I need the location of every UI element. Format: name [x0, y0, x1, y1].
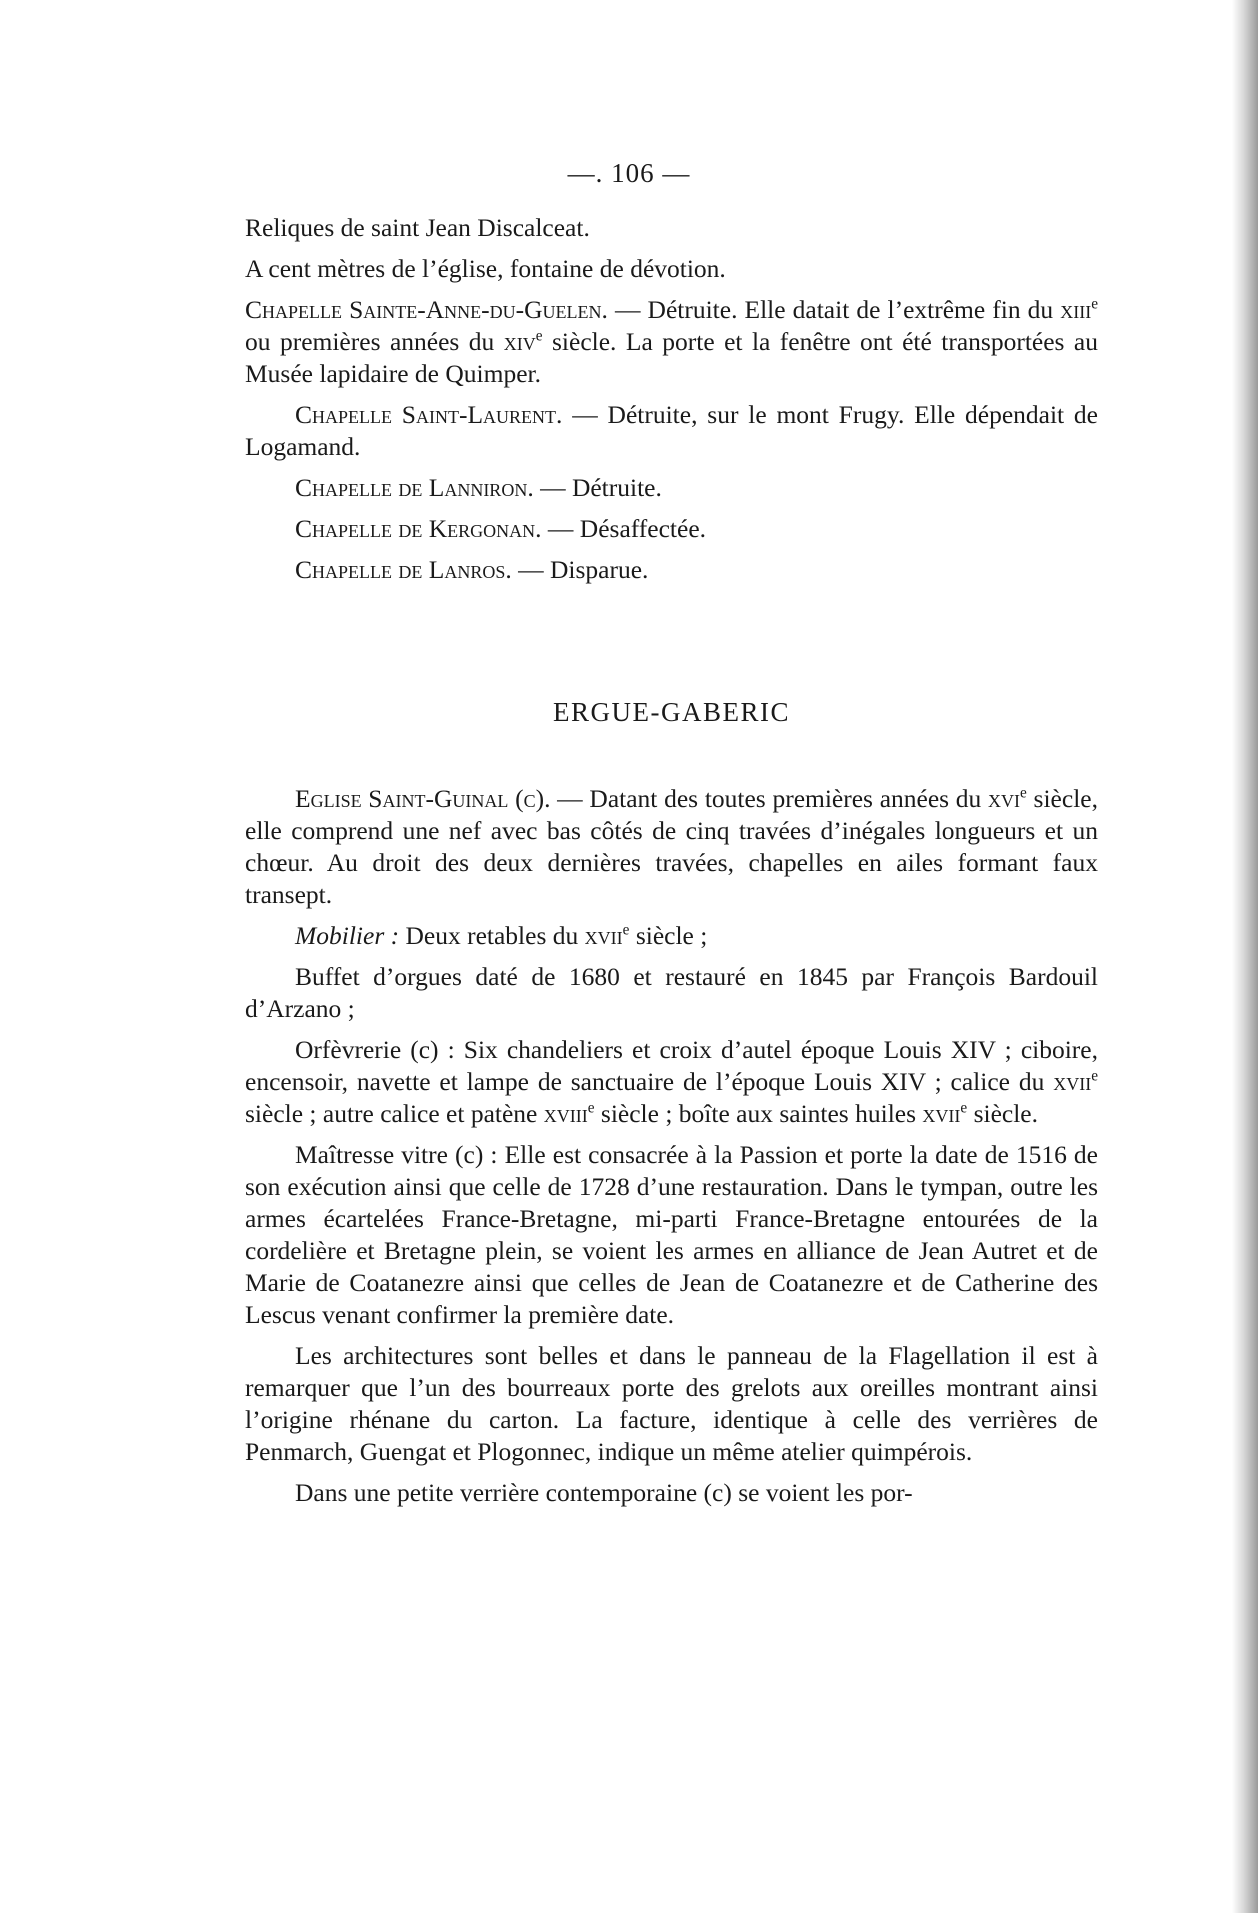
superscript-e: e: [622, 921, 630, 939]
line-reliques: Reliques de saint Jean Discalceat.: [245, 213, 590, 242]
page-number: —. 106 —: [567, 158, 691, 188]
orfevrerie-text-b: siècle ; autre calice et patène: [245, 1099, 544, 1128]
entry-text-lanniron: — Détruite.: [533, 473, 662, 502]
century-xvii: xvii: [584, 921, 623, 950]
paragraph-chapelle-kergonan: [245, 513, 1098, 545]
paragraph-orfevrerie: [245, 1034, 1098, 1130]
entry-text-lanros: — Disparue.: [511, 555, 649, 584]
paragraph-verriere-contemporaine: Dans une petite verrière contemporaine (c) se voient les por-: [295, 1478, 913, 1507]
entry-text-saint-laurent: — Détruite, sur le mont Frugy. Elle dépendait de Logamand.: [245, 400, 1099, 461]
mobilier-text-a: Deux retables du: [399, 921, 585, 950]
paragraph-maitresse-vitre: Maîtresse vitre (c) : Elle est consacrée à la Passion et porte la date de 1516 de son exécution ainsi que celle de 1728 d’une restauration. Dans le tympan, outre les armes écartelées France-Bretagne, mi-parti France-Bretagne entourées de la cordelière et Bretagne plein, se voient les armes en alliance de Jean Autret et de Marie de Coatanezre ainsi que celles de Jean de Coatanezre et de Catherine des Lescus venant confirmer la première date.: [245, 1140, 1098, 1329]
superscript-e: e: [1020, 784, 1027, 802]
century-xvi: xvi: [988, 784, 1021, 813]
paragraph-chapelle-sainte-anne: [245, 294, 1098, 390]
page-body: [245, 212, 1098, 1509]
superscript-e: e: [1091, 295, 1098, 313]
superscript-e: e: [1091, 1067, 1098, 1085]
entry-title-sainte-anne: Chapelle Sainte-Anne-du-Guelen.: [245, 295, 608, 324]
paragraph-mobilier: [245, 920, 1098, 952]
superscript-e: e: [587, 1099, 595, 1117]
entry-title-kergonan: Chapelle de Kergonan.: [295, 514, 542, 543]
superscript-e: e: [960, 1099, 968, 1117]
entry-text-sainte-anne-c: siècle. La porte et la fenêtre ont été transportées au Musée lapidaire de Quimper.: [245, 327, 1098, 388]
century-xvii: xvii: [922, 1099, 961, 1128]
paragraph-eglise-saint-guinal: [245, 783, 1098, 911]
entry-text-eglise-a: — Datant des toutes premières années du: [550, 784, 989, 813]
paragraph-fontaine: [245, 253, 1098, 285]
paragraph-chapelle-lanros: [245, 554, 1098, 586]
century-xiii: xiii: [1060, 295, 1092, 324]
entry-text-sainte-anne-a: — Détruite. Elle datait de l’extrême fin du: [607, 295, 1061, 324]
entry-title-eglise: Eglise Saint-Guinal (c).: [295, 784, 551, 813]
century-xvii: xvii: [1053, 1067, 1092, 1096]
paragraph-architectures: Les architectures sont belles et dans le panneau de la Flagellation il est à remarquer que l’un des bourreaux porte des grelots aux oreilles montrant ainsi l’origine rhénane du carton. La facture, identique à celle des verrières de Penmarch, Guengat et Plogonnec, indique un même atelier quimpérois.: [245, 1341, 1098, 1466]
entry-title-saint-laurent: Chapelle Saint-Laurent.: [295, 400, 563, 429]
entry-title-lanniron: Chapelle de Lanniron.: [295, 473, 534, 502]
section-heading: ERGUE-GABERIC: [553, 697, 790, 727]
century-xviii: xviii: [543, 1099, 588, 1128]
entry-text-sainte-anne-b: ou premières années du: [245, 327, 504, 356]
superscript-e: e: [535, 327, 543, 345]
paragraph-chapelle-lanniron: [245, 472, 1098, 504]
paragraph-reliques: [245, 212, 1098, 244]
mobilier-label: Mobilier :: [295, 921, 400, 950]
orfevrerie-text-d: siècle.: [967, 1099, 1039, 1128]
line-fontaine: A cent mètres de l’église, fontaine de dévotion.: [245, 254, 726, 283]
entry-text-kergonan: — Désaffectée.: [541, 514, 707, 543]
entry-title-lanros: Chapelle de Lanros.: [295, 555, 512, 584]
paragraph-chapelle-saint-laurent: [245, 399, 1098, 463]
orfevrerie-text-c: siècle ; boîte aux saintes huiles: [594, 1099, 923, 1128]
orfevrerie-text-a: Orfèvrerie (c) : Six chandeliers et croix d’autel époque Louis XIV ; ciboire, encensoir, navette et lampe de sanctuaire de l’époque Louis XIV ; calice du: [245, 1035, 1098, 1096]
entry-text-eglise-b: siècle, elle comprend une nef avec bas côtés de cinq travées d’inégales longueurs et un chœur. Au droit des deux dernières travées, chapelles en ailes formant faux transept.: [245, 784, 1098, 909]
paragraph-buffet: Buffet d’orgues daté de 1680 et restauré en 1845 par François Bardouil d’Arzano ;: [245, 962, 1098, 1023]
century-xiv: xiv: [503, 327, 536, 356]
mobilier-text-b: siècle ;: [629, 921, 708, 950]
page-binding-shadow: [1232, 0, 1258, 1913]
